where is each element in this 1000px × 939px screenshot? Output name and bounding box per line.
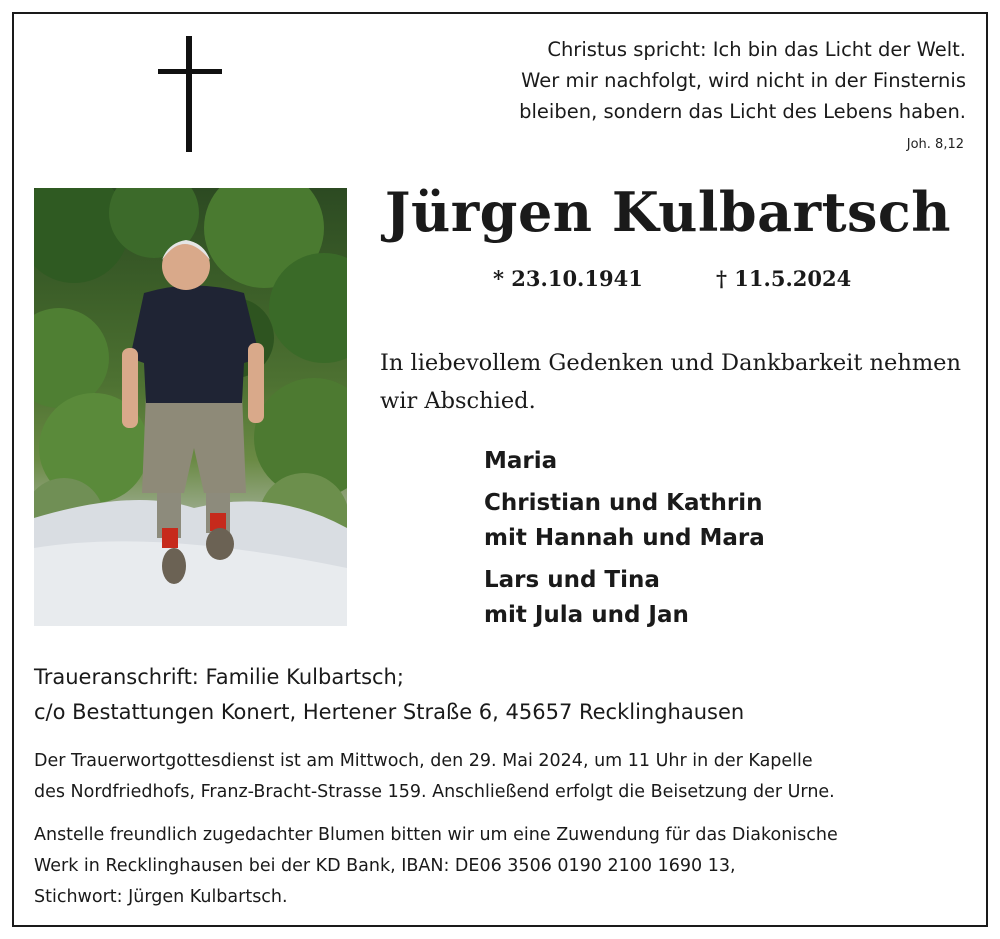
farewell-line: In liebevollem Gedenken und Dankbarkeit nehmen bbox=[380, 350, 961, 376]
verse-reference: Joh. 8,12 bbox=[906, 137, 964, 152]
farewell-line: wir Abschied. bbox=[380, 388, 536, 414]
mourner-line: Maria bbox=[484, 448, 558, 474]
bible-verse bbox=[446, 34, 966, 127]
portrait-illustration bbox=[34, 188, 347, 626]
cross-icon bbox=[158, 36, 222, 152]
mourner-line: Lars und Tina bbox=[484, 567, 660, 593]
address-line: Traueranschrift: Familie Kulbartsch; bbox=[34, 665, 404, 689]
mourning-address bbox=[34, 660, 974, 730]
mourner-group bbox=[484, 444, 964, 479]
mourner-line: mit Hannah und Mara bbox=[484, 525, 765, 551]
address-line: c/o Bestattungen Konert, Hertener Straße 6, 45657 Recklinghausen bbox=[34, 700, 745, 724]
verse-line: Christus spricht: Ich bin das Licht der Welt. bbox=[547, 38, 966, 61]
service-info bbox=[34, 746, 966, 808]
portrait-photo bbox=[34, 188, 347, 626]
mourner-line: mit Jula und Jan bbox=[484, 602, 689, 628]
verse-line: bleiben, sondern das Licht des Lebens haben. bbox=[519, 100, 966, 123]
mourner-group bbox=[484, 486, 964, 556]
service-line: des Nordfriedhofs, Franz-Bracht-Strasse 159. Anschließend erfolgt die Beisetzung der Urne. bbox=[34, 782, 835, 802]
mourner-group bbox=[484, 563, 964, 633]
mourners-list bbox=[484, 444, 964, 640]
donation-line: Werk in Recklinghausen bei der KD Bank, IBAN: DE06 3506 0190 2100 1690 13, bbox=[34, 856, 736, 876]
farewell-text bbox=[380, 344, 970, 420]
death-date: † 11.5.2024 bbox=[716, 266, 852, 291]
deceased-name: Jürgen Kulbartsch bbox=[384, 180, 952, 244]
donation-line: Stichwort: Jürgen Kulbartsch. bbox=[34, 887, 288, 907]
mourner-line: Christian und Kathrin bbox=[484, 490, 763, 516]
birth-date: * 23.10.1941 bbox=[493, 266, 643, 291]
service-line: Der Trauerwortgottesdienst ist am Mittwoch, den 29. Mai 2024, um 11 Uhr in der Kapelle bbox=[34, 751, 813, 771]
donation-line: Anstelle freundlich zugedachter Blumen bitten wir um eine Zuwendung für das Diakonische bbox=[34, 825, 838, 845]
verse-line: Wer mir nachfolgt, wird nicht in der Finsternis bbox=[521, 69, 966, 92]
donation-info bbox=[34, 820, 966, 913]
